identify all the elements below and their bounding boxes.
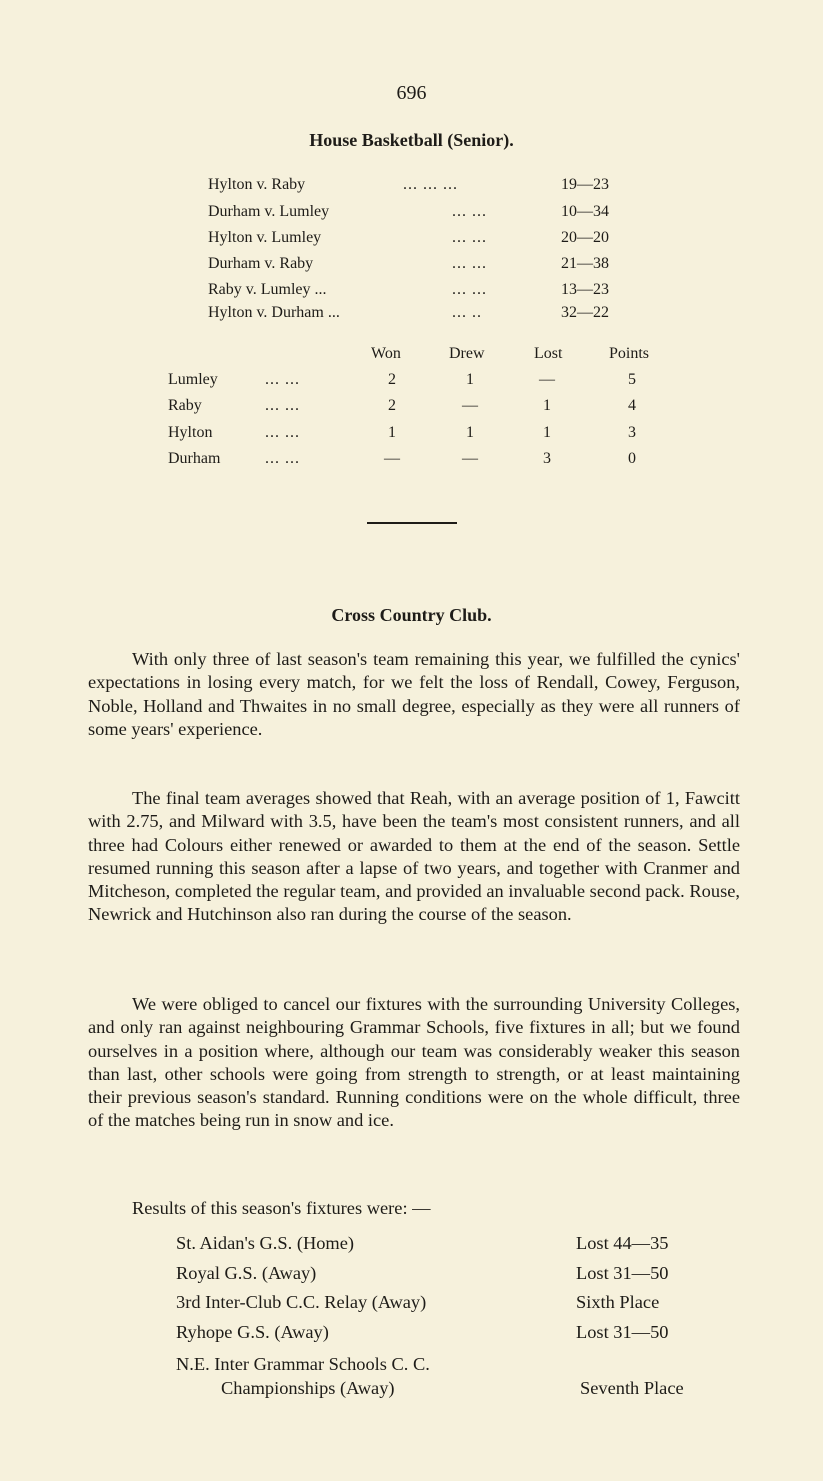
- standings-team: Lumley: [168, 371, 218, 388]
- match-dots: ... ... ...: [403, 176, 458, 193]
- standings-drew: 1: [466, 424, 474, 441]
- column-header-points: Points: [609, 345, 650, 362]
- standings-won: 1: [388, 424, 396, 441]
- fixture-name: N.E. Inter Grammar Schools C. C.: [176, 1354, 430, 1374]
- match-score: 32—22: [561, 304, 609, 321]
- match-score: 21—38: [561, 255, 609, 272]
- standings-lost: 1: [543, 397, 551, 414]
- paragraph-text: We were obliged to cancel our fixtures with the surrounding University Colleges, and only ran against neighbouring Grammar Schools, five fixtures in all; but we found ourselves in a position where, although our team was considerably weaker this season than last, other schools were going from strength to strength, or at least maintaining their previous season's standard. Running conditions were on the whole difficult, three of the matches being run in snow and ice.: [88, 994, 740, 1131]
- standings-won: 2: [388, 397, 396, 414]
- match-teams: Durham v. Raby: [208, 255, 314, 272]
- match-teams: Durham v. Lumley: [208, 203, 330, 220]
- results-intro: Results of this season's fixtures were: —: [132, 1198, 431, 1218]
- match-dots: ... ...: [452, 281, 487, 298]
- match-teams: Hylton v. Lumley: [208, 229, 322, 246]
- standings-dots: ... ...: [265, 450, 300, 467]
- fixture-name-continued: Championships (Away): [221, 1378, 395, 1398]
- fixture-name: 3rd Inter-Club C.C. Relay (Away): [176, 1292, 427, 1312]
- standings-lost: 3: [543, 450, 551, 467]
- standings-dots: ... ...: [265, 397, 300, 414]
- standings-lost: —: [539, 371, 555, 388]
- fixture-name: Royal G.S. (Away): [176, 1263, 317, 1283]
- standings-won: —: [384, 450, 400, 467]
- standings-dots: ... ...: [265, 371, 300, 388]
- paragraph-text: With only three of last season's team remaining this year, we fulfilled the cynics' expectations in losing every match, for we felt the loss of Rendall, Cowey, Ferguson, Noble, Holland and Thwaites in no small degree, especially as they were all runners of some years' experience.: [88, 649, 740, 739]
- standings-team: Durham: [168, 450, 221, 467]
- fixture-result: Lost 44—35: [576, 1233, 669, 1253]
- column-header-won: Won: [371, 345, 401, 362]
- body-paragraph: [88, 787, 740, 927]
- match-teams: Hylton v. Durham ...: [208, 304, 340, 321]
- page-number: 696: [396, 82, 427, 104]
- standings-won: 2: [388, 371, 396, 388]
- standings-lost: 1: [543, 424, 551, 441]
- column-header-drew: Drew: [449, 345, 485, 362]
- section-divider: [367, 522, 457, 524]
- standings-drew: 1: [466, 371, 474, 388]
- fixture-result: Seventh Place: [580, 1378, 684, 1398]
- match-dots: ... ...: [452, 229, 487, 246]
- basketball-heading: House Basketball (Senior).: [309, 130, 514, 150]
- standings-points: 5: [628, 371, 636, 388]
- body-paragraph: [88, 648, 740, 741]
- fixture-result: Lost 31—50: [576, 1322, 669, 1342]
- fixture-name: St. Aidan's G.S. (Home): [176, 1233, 355, 1253]
- fixture-result: Sixth Place: [576, 1292, 660, 1312]
- fixture-result: Lost 31—50: [576, 1263, 669, 1283]
- standings-drew: —: [462, 450, 478, 467]
- match-score: 13—23: [561, 281, 609, 298]
- match-dots: ... ...: [452, 203, 487, 220]
- match-dots: ... ...: [452, 255, 487, 272]
- cross-country-heading: Cross Country Club.: [331, 605, 492, 625]
- standings-points: 4: [628, 397, 636, 414]
- standings-points: 0: [628, 450, 636, 467]
- match-teams: Raby v. Lumley ...: [208, 281, 327, 298]
- standings-team: Hylton: [168, 424, 213, 441]
- standings-drew: —: [462, 397, 478, 414]
- match-score: 10—34: [561, 203, 609, 220]
- match-dots: ... ..: [452, 304, 482, 321]
- paragraph-text: The final team averages showed that Reah, with an average position of 1, Fawcitt with 2.75, and Milward with 3.5, have been the team's most consistent runners, and all three had Colours either renewed or awarded to them at the end of the season. Settle resumed running this season after a lapse of two years, and together with Cranmer and Mitcheson, completed the regular team, and provided an invaluable second pack. Rouse, Newrick and Hutchinson also ran during the course of the season.: [88, 788, 740, 925]
- match-score: 20—20: [561, 229, 609, 246]
- match-teams: Hylton v. Raby: [208, 176, 306, 193]
- standings-points: 3: [628, 424, 636, 441]
- fixture-name: Ryhope G.S. (Away): [176, 1322, 329, 1342]
- standings-team: Raby: [168, 397, 202, 414]
- body-paragraph: [88, 993, 740, 1133]
- match-score: 19—23: [561, 176, 609, 193]
- standings-dots: ... ...: [265, 424, 300, 441]
- column-header-lost: Lost: [534, 345, 563, 362]
